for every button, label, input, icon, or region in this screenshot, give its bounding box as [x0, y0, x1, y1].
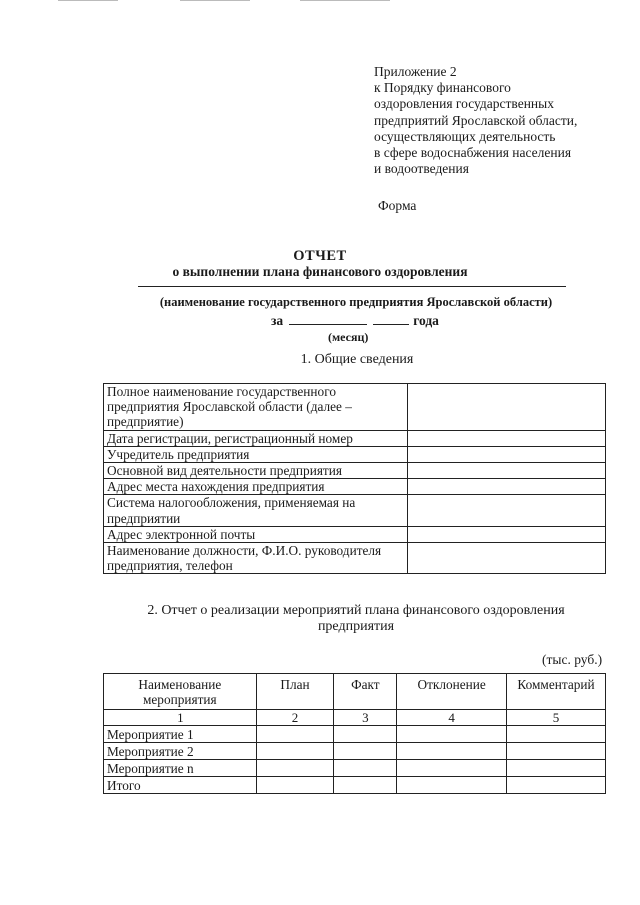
row-label: Дата регистрации, регистрационный номер [104, 430, 408, 446]
comment-cell[interactable] [507, 743, 606, 760]
period-prefix: за [271, 313, 284, 328]
total-row [104, 777, 606, 794]
table-header-row [104, 674, 606, 710]
measures-table [103, 673, 606, 794]
column-header: Наименование мероприятия [104, 674, 257, 710]
row-value[interactable] [408, 430, 606, 446]
report-subtitle: о выполнении плана финансового оздоровления [172, 264, 468, 279]
total-label: Итого [104, 777, 257, 794]
row-value[interactable] [408, 526, 606, 542]
appendix-line: Приложение 2 [374, 64, 457, 79]
section2-title-line: 2. Отчет о реализации мероприятий плана финансового оздоровления [147, 603, 565, 618]
appendix-note [374, 64, 577, 177]
table-row [104, 430, 606, 446]
form-label: Форма [378, 198, 417, 213]
row-value[interactable] [408, 446, 606, 462]
measure-name: Мероприятие 2 [104, 743, 257, 760]
year-blank[interactable] [373, 312, 409, 325]
comment-cell[interactable] [507, 760, 606, 777]
enterprise-name-line[interactable] [138, 286, 566, 287]
appendix-line: осуществляющих деятельность [374, 128, 556, 144]
row-value[interactable] [408, 543, 606, 574]
scan-artifact [300, 0, 390, 1]
column-number: 5 [507, 710, 606, 726]
period-suffix: года [413, 313, 439, 328]
table-row [104, 543, 606, 574]
comment-cell[interactable] [507, 777, 606, 794]
column-header: Отклонение [397, 674, 507, 710]
table-row [104, 760, 606, 777]
enterprise-name-caption: (наименование государственного предприятия Ярославской области) [159, 295, 553, 309]
appendix-line: в сфере водоснабжения населения [374, 145, 572, 161]
row-value[interactable] [408, 495, 606, 526]
column-number: 3 [334, 710, 397, 726]
row-value[interactable] [408, 384, 606, 431]
section2-title-line: предприятия [317, 619, 395, 634]
table-row [104, 743, 606, 760]
column-number: 1 [104, 710, 257, 726]
column-header: Комментарий [507, 674, 606, 710]
section2-title [0, 603, 640, 635]
measure-name: Мероприятие n [104, 760, 257, 777]
report-period [271, 312, 439, 329]
section1-title: 1. Общие сведения [300, 352, 414, 367]
scan-artifact [58, 0, 118, 1]
table-row [104, 479, 606, 495]
deviation-cell[interactable] [397, 743, 507, 760]
row-label: Наименование должности, Ф.И.О. руководителя предприятия, телефон [104, 543, 408, 574]
table-row [104, 446, 606, 462]
table-row [104, 384, 606, 431]
table-row [104, 726, 606, 743]
appendix-line: к Порядку финансового [374, 80, 511, 96]
appendix-line: оздоровления государственных [374, 96, 554, 112]
deviation-cell[interactable] [397, 777, 507, 794]
column-header: План [256, 674, 334, 710]
fact-cell[interactable] [334, 726, 397, 743]
row-label: Система налогообложения, применяемая на предприятии [104, 495, 408, 526]
column-number: 2 [256, 710, 334, 726]
row-label: Учредитель предприятия [104, 446, 408, 462]
row-label: Адрес места нахождения предприятия [104, 479, 408, 495]
deviation-cell[interactable] [397, 726, 507, 743]
column-header: Факт [334, 674, 397, 710]
row-label: Адрес электронной почты [104, 526, 408, 542]
row-label: Основной вид деятельности предприятия [104, 463, 408, 479]
row-value[interactable] [408, 479, 606, 495]
fact-cell[interactable] [334, 760, 397, 777]
fact-cell[interactable] [334, 777, 397, 794]
report-title: ОТЧЕТ [293, 248, 347, 264]
table-row [104, 495, 606, 526]
appendix-line: и водоотведения [374, 161, 469, 177]
scan-artifact [180, 0, 250, 1]
column-number: 4 [397, 710, 507, 726]
appendix-line: предприятий Ярославской области, [374, 112, 578, 128]
month-caption: (месяц) [328, 330, 369, 344]
measure-name: Мероприятие 1 [104, 726, 257, 743]
column-number-row [104, 710, 606, 726]
comment-cell[interactable] [507, 726, 606, 743]
table-row [104, 526, 606, 542]
plan-cell[interactable] [256, 726, 334, 743]
deviation-cell[interactable] [397, 760, 507, 777]
fact-cell[interactable] [334, 743, 397, 760]
plan-cell[interactable] [256, 743, 334, 760]
plan-cell[interactable] [256, 760, 334, 777]
general-info-table [103, 383, 606, 574]
row-value[interactable] [408, 463, 606, 479]
table-row [104, 463, 606, 479]
month-blank[interactable] [289, 312, 367, 325]
row-label: Полное наименование государственного предприятия Ярославской области (далее – предприятие) [104, 384, 408, 431]
units-label: (тыс. руб.) [542, 652, 603, 667]
plan-cell[interactable] [256, 777, 334, 794]
